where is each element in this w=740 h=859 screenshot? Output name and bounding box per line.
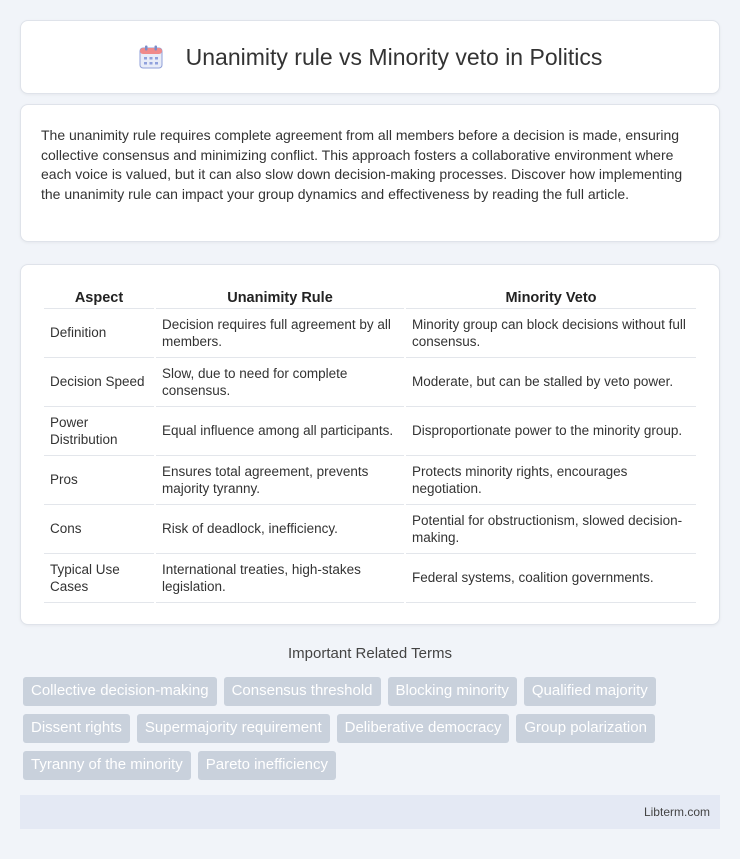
related-term-tag[interactable]: Qualified majority: [524, 677, 656, 706]
related-terms-list: [23, 677, 713, 780]
header-aspect: Aspect: [44, 285, 154, 309]
cell-minority-veto: Minority group can block decisions without full consensus.: [406, 309, 696, 358]
table-row: [44, 309, 696, 358]
table-row: [44, 554, 696, 603]
cell-aspect: Definition: [44, 309, 154, 358]
cell-unanimity: International treaties, high-stakes legislation.: [156, 554, 404, 603]
intro-card: [20, 104, 720, 242]
table-header-row: [44, 285, 696, 309]
related-term-tag[interactable]: Blocking minority: [388, 677, 517, 706]
related-term-tag[interactable]: Group polarization: [516, 714, 655, 743]
cell-minority-veto: Disproportionate power to the minority group.: [406, 407, 696, 456]
related-term-tag[interactable]: Dissent rights: [23, 714, 130, 743]
cell-unanimity: Decision requires full agreement by all members.: [156, 309, 404, 358]
related-term-tag[interactable]: Consensus threshold: [224, 677, 381, 706]
header-unanimity-rule: Unanimity Rule: [156, 285, 404, 309]
table-row: [44, 407, 696, 456]
page-title: Unanimity rule vs Minority veto in Politics: [185, 43, 603, 70]
header-minority-veto: Minority Veto: [406, 285, 696, 309]
cell-minority-veto: Potential for obstructionism, slowed decision-making.: [406, 505, 696, 554]
related-term-tag[interactable]: Collective decision-making: [23, 677, 217, 706]
cell-minority-veto: Protects minority rights, encourages negotiation.: [406, 456, 696, 505]
calendar-icon: [138, 44, 164, 70]
cell-aspect: Typical Use Cases: [44, 554, 154, 603]
cell-unanimity: Ensures total agreement, prevents majority tyranny.: [156, 456, 404, 505]
footer-site-link[interactable]: Libterm.com: [643, 805, 710, 819]
cell-aspect: Power Distribution: [44, 407, 154, 456]
cell-aspect: Decision Speed: [44, 358, 154, 407]
intro-text: The unanimity rule requires complete agreement from all members before a decision is made, ensuring collective consensus and minimizing conflict. This approach fosters a collaborative environment where each voice is valued, but it can also slow down decision-making processes. Discover how implementing the unanimity rule can impact your group dynamics and effectiveness by reading the full article.: [41, 127, 683, 202]
cell-minority-veto: Federal systems, coalition governments.: [406, 554, 696, 603]
related-term-tag[interactable]: Pareto inefficiency: [198, 751, 336, 780]
cell-aspect: Pros: [44, 456, 154, 505]
cell-aspect: Cons: [44, 505, 154, 554]
comparison-card: [20, 264, 720, 625]
cell-unanimity: Risk of deadlock, inefficiency.: [156, 505, 404, 554]
title-card: [20, 20, 720, 94]
comparison-table: [42, 285, 698, 603]
related-term-tag[interactable]: Tyranny of the minority: [23, 751, 191, 780]
footer: [20, 795, 720, 829]
cell-unanimity: Slow, due to need for complete consensus.: [156, 358, 404, 407]
cell-minority-veto: Moderate, but can be stalled by veto power.: [406, 358, 696, 407]
table-row: [44, 505, 696, 554]
cell-unanimity: Equal influence among all participants.: [156, 407, 404, 456]
table-row: [44, 358, 696, 407]
table-row: [44, 456, 696, 505]
related-term-tag[interactable]: Supermajority requirement: [137, 714, 330, 743]
related-term-tag[interactable]: Deliberative democracy: [337, 714, 510, 743]
related-terms-title: Important Related Terms: [288, 645, 452, 662]
